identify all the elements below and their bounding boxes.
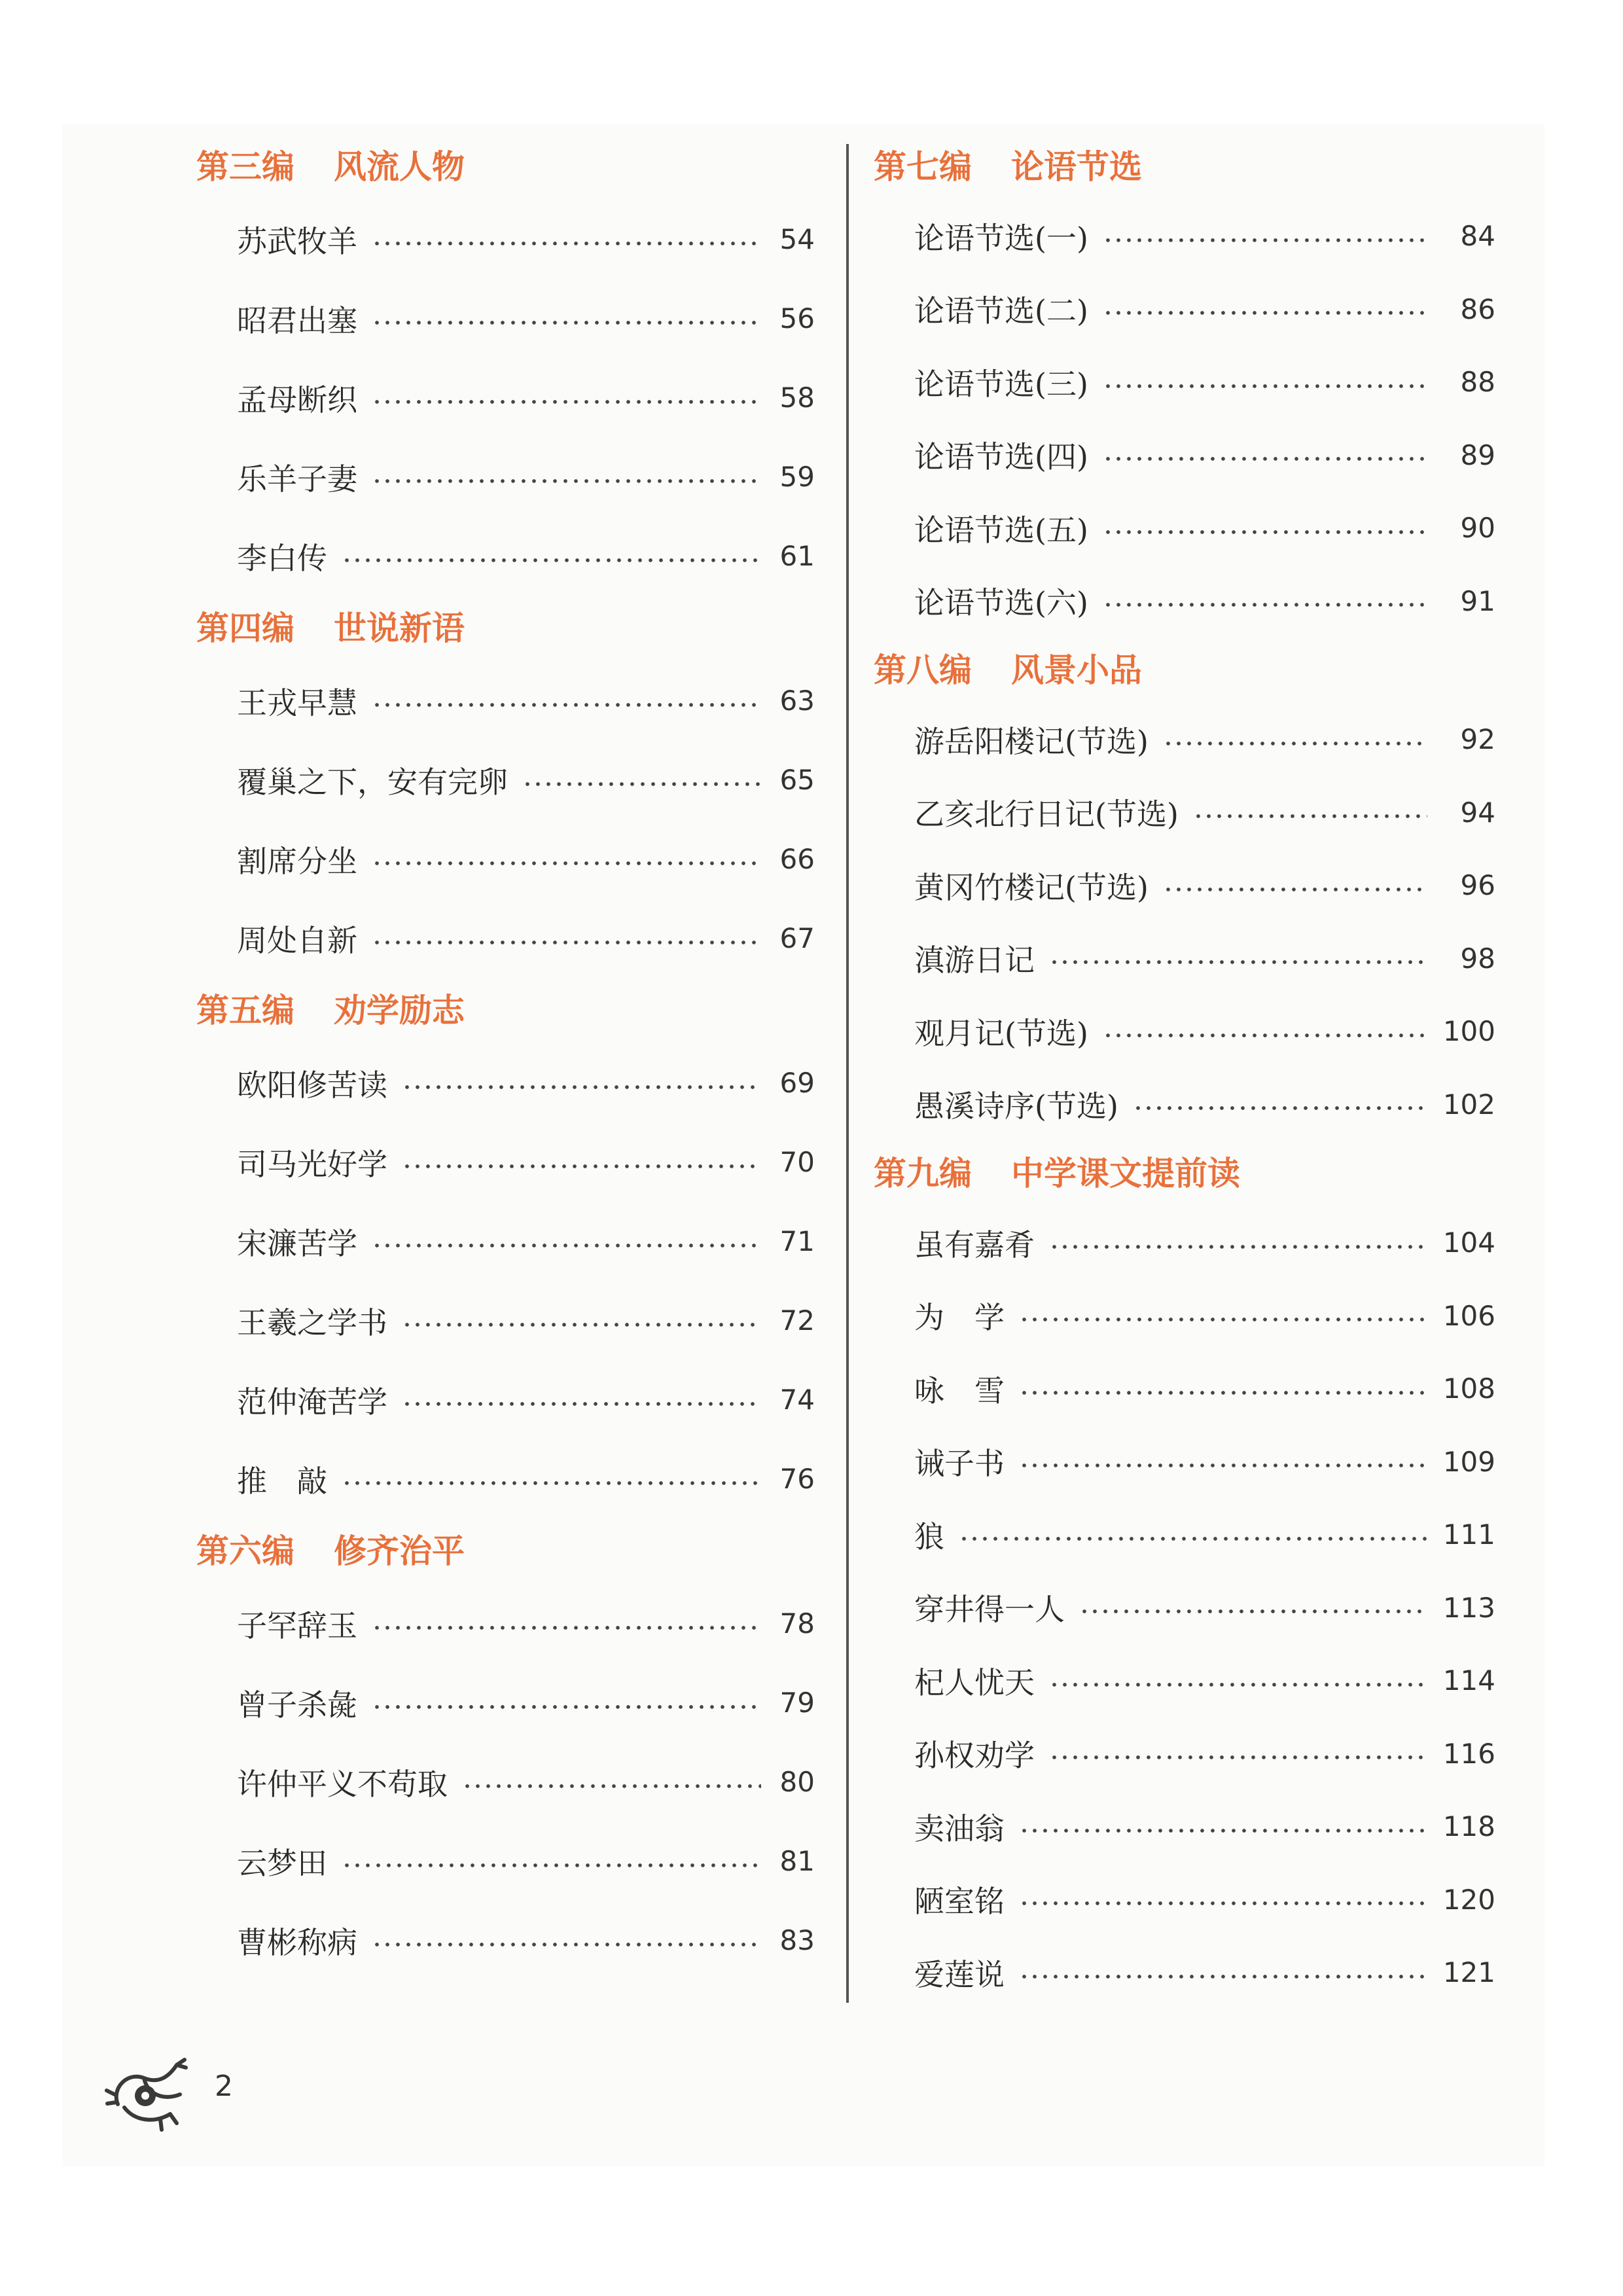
entry-title: 论语节选(三): [914, 366, 1088, 402]
entry-title: 卖油翁: [914, 1810, 1005, 1846]
entry-title: 推 敲: [237, 1463, 327, 1499]
dot-leader: [372, 478, 761, 484]
toc-entry[interactable]: [874, 1352, 1495, 1426]
dot-leader: [522, 781, 761, 787]
section-heading: [874, 134, 1495, 200]
section-title: 世说新语: [334, 609, 465, 647]
toc-entry[interactable]: [196, 200, 815, 279]
entry-title: 子罕辞玉: [237, 1607, 357, 1643]
entry-title: 欧阳修苦读: [237, 1067, 387, 1103]
toc-entry[interactable]: [196, 279, 815, 358]
dot-leader: [1163, 887, 1427, 892]
dot-leader: [372, 702, 761, 708]
entry-page-number: 81: [779, 1845, 815, 1877]
toc-entry[interactable]: [196, 740, 815, 819]
dragon-emblem-icon: [98, 2042, 196, 2140]
entry-page-number: 116: [1442, 1737, 1495, 1770]
entry-title: 论语节选(一): [914, 220, 1088, 256]
toc-entry[interactable]: [196, 661, 815, 740]
dot-leader: [372, 940, 761, 945]
dot-leader: [1133, 1105, 1427, 1111]
entry-title: 割席分坐: [237, 843, 357, 879]
entry-page-number: 96: [1460, 869, 1495, 902]
toc-entry[interactable]: [874, 492, 1495, 565]
section-heading: [196, 134, 815, 200]
entry-page-number: 69: [779, 1067, 815, 1099]
toc-entry[interactable]: [874, 1426, 1495, 1499]
toc-entry[interactable]: [196, 437, 815, 516]
section-heading: [196, 1518, 815, 1584]
toc-entry[interactable]: [874, 1571, 1495, 1645]
entry-title: 许仲平义不苟取: [237, 1766, 448, 1802]
toc-entry[interactable]: [196, 1202, 815, 1281]
entry-page-number: 84: [1460, 220, 1495, 253]
dot-leader: [402, 1164, 761, 1169]
entry-page-number: 92: [1460, 723, 1495, 756]
toc-entry[interactable]: [196, 1281, 815, 1360]
entry-title: 为 学: [914, 1300, 1005, 1336]
entry-title: 杞人忧天: [914, 1664, 1035, 1700]
dot-leader: [1019, 1901, 1427, 1906]
entry-page-number: 114: [1442, 1664, 1495, 1697]
dot-leader: [342, 1480, 761, 1486]
toc-entry[interactable]: [874, 922, 1495, 996]
toc-entry[interactable]: [874, 1280, 1495, 1353]
toc-entry[interactable]: [874, 200, 1495, 273]
section-number: 第七编: [874, 147, 972, 186]
dot-leader: [1193, 814, 1427, 819]
entry-title: 李白传: [237, 540, 327, 576]
dot-leader: [372, 1704, 761, 1710]
entry-page-number: 83: [779, 1924, 815, 1956]
entry-title: 王戎早慧: [237, 685, 357, 721]
entry-page-number: 71: [779, 1225, 815, 1257]
toc-entry[interactable]: [874, 703, 1495, 776]
toc-entry[interactable]: [196, 516, 815, 596]
dot-leader: [1049, 1244, 1427, 1249]
toc-entry[interactable]: [196, 1663, 815, 1742]
entry-title: 范仲淹苦学: [237, 1384, 387, 1420]
dot-leader: [1079, 1609, 1427, 1614]
entry-page-number: 72: [779, 1304, 815, 1336]
toc-entry[interactable]: [196, 1122, 815, 1202]
dot-leader: [372, 1243, 761, 1248]
toc-right-column: [874, 134, 1495, 2009]
section-title: 风流人物: [334, 147, 465, 186]
dot-leader: [372, 861, 761, 866]
page-number: 2: [215, 2070, 233, 2103]
toc-entry[interactable]: [874, 995, 1495, 1068]
dot-leader: [372, 320, 761, 325]
entry-title: 咏 雪: [914, 1372, 1005, 1408]
toc-entry[interactable]: [196, 1742, 815, 1821]
section-title: 风景小品: [1011, 651, 1142, 689]
page-footer: [98, 2042, 294, 2140]
entry-title: 愚溪诗序(节选): [914, 1088, 1118, 1124]
toc-entry[interactable]: [874, 419, 1495, 492]
entry-title: 狼: [914, 1518, 944, 1554]
entry-title: 乙亥北行日记(节选): [914, 797, 1179, 833]
dot-leader: [1103, 456, 1427, 461]
entry-title: 宋濂苦学: [237, 1225, 357, 1261]
entry-title: 周处自新: [237, 922, 357, 958]
toc-entry[interactable]: [874, 1717, 1495, 1791]
entry-page-number: 58: [779, 382, 815, 414]
section-number: 第三编: [196, 147, 294, 186]
entry-page-number: 98: [1460, 942, 1495, 975]
entry-title: 乐羊子妻: [237, 461, 357, 497]
dot-leader: [1103, 1033, 1427, 1038]
dot-leader: [462, 1784, 761, 1789]
dot-leader: [1049, 1682, 1427, 1687]
dot-leader: [1049, 960, 1427, 965]
entry-title: 黄冈竹楼记(节选): [914, 869, 1149, 905]
dot-leader: [372, 241, 761, 246]
entry-title: 覆巢之下，安有完卵: [237, 764, 508, 800]
toc-entry[interactable]: [196, 1043, 815, 1122]
entry-title: 陋室铭: [914, 1884, 1005, 1920]
entry-title: 云梦田: [237, 1845, 327, 1881]
entry-page-number: 100: [1442, 1015, 1495, 1048]
dot-leader: [1103, 238, 1427, 243]
toc-entry[interactable]: [874, 565, 1495, 638]
section-number: 第四编: [196, 609, 294, 647]
section-heading: [874, 1141, 1495, 1206]
dot-leader: [372, 1942, 761, 1947]
entry-title: 观月记(节选): [914, 1015, 1088, 1051]
dot-leader: [342, 1863, 761, 1868]
dot-leader: [372, 1625, 761, 1630]
toc-entry[interactable]: [874, 1644, 1495, 1717]
entry-title: 虽有嘉肴: [914, 1227, 1035, 1263]
entry-title: 穿井得一人: [914, 1592, 1065, 1628]
entry-page-number: 106: [1442, 1299, 1495, 1332]
entry-page-number: 104: [1442, 1227, 1495, 1259]
section-title: 修齐治平: [334, 1532, 465, 1570]
section-number: 第九编: [874, 1154, 972, 1193]
toc-entry[interactable]: [196, 1439, 815, 1518]
entry-page-number: 66: [779, 843, 815, 875]
entry-title: 爱莲说: [914, 1956, 1005, 1992]
entry-page-number: 80: [779, 1766, 815, 1798]
toc-entry[interactable]: [196, 1584, 815, 1663]
entry-title: 昭君出塞: [237, 302, 357, 338]
dot-leader: [1019, 1390, 1427, 1395]
entry-page-number: 78: [779, 1607, 815, 1640]
entry-title: 论语节选(五): [914, 512, 1088, 548]
toc-entry[interactable]: [874, 1936, 1495, 2009]
dot-leader: [1103, 384, 1427, 389]
dot-leader: [959, 1536, 1427, 1541]
toc-entry[interactable]: [874, 1790, 1495, 1863]
section-number: 第五编: [196, 991, 294, 1030]
dot-leader: [1103, 529, 1427, 535]
dot-leader: [402, 1401, 761, 1407]
dot-leader: [1163, 741, 1427, 746]
entry-page-number: 102: [1442, 1088, 1495, 1121]
section-number: 第八编: [874, 651, 972, 689]
entry-page-number: 111: [1442, 1518, 1495, 1551]
section-title: 中学课文提前读: [1011, 1154, 1240, 1193]
entry-title: 论语节选(四): [914, 439, 1088, 475]
toc-left-column: [196, 134, 815, 1980]
column-divider: [846, 144, 849, 2003]
toc-entry[interactable]: [874, 346, 1495, 419]
entry-page-number: 54: [779, 223, 815, 255]
dot-leader: [1019, 1463, 1427, 1468]
entry-page-number: 120: [1442, 1883, 1495, 1916]
entry-page-number: 59: [779, 461, 815, 493]
entry-page-number: 63: [779, 685, 815, 717]
entry-title: 滇游日记: [914, 942, 1035, 978]
toc-entry[interactable]: [196, 358, 815, 437]
toc-entry[interactable]: [196, 819, 815, 899]
entry-title: 论语节选(二): [914, 293, 1088, 329]
entry-page-number: 79: [779, 1687, 815, 1719]
entry-page-number: 65: [779, 764, 815, 796]
entry-title: 孙权劝学: [914, 1738, 1035, 1774]
section-heading: [874, 637, 1495, 703]
entry-title: 王羲之学书: [237, 1304, 387, 1340]
entry-page-number: 118: [1442, 1810, 1495, 1843]
toc-entry[interactable]: [196, 899, 815, 978]
entry-title: 孟母断织: [237, 382, 357, 418]
entry-page-number: 94: [1460, 796, 1495, 829]
dot-leader: [1049, 1755, 1427, 1760]
toc-entry[interactable]: [196, 1901, 815, 1980]
entry-page-number: 74: [779, 1384, 815, 1416]
entry-page-number: 76: [779, 1463, 815, 1495]
dot-leader: [1103, 310, 1427, 315]
dot-leader: [1103, 602, 1427, 607]
dot-leader: [342, 558, 761, 563]
entry-title: 司马光好学: [237, 1146, 387, 1182]
toc-entry[interactable]: [874, 849, 1495, 922]
entry-page-number: 91: [1460, 584, 1495, 617]
toc-entry[interactable]: [874, 273, 1495, 346]
toc-entry[interactable]: [874, 776, 1495, 850]
toc-entry[interactable]: [874, 1498, 1495, 1571]
section-number: 第六编: [196, 1532, 294, 1570]
dot-leader: [1019, 1974, 1427, 1979]
dot-leader: [402, 1085, 761, 1090]
entry-page-number: 86: [1460, 293, 1495, 325]
section-heading: [196, 978, 815, 1043]
section-title: 论语节选: [1011, 147, 1142, 186]
entry-page-number: 89: [1460, 439, 1495, 471]
entry-page-number: 109: [1442, 1445, 1495, 1478]
entry-title: 苏武牧羊: [237, 223, 357, 259]
entry-title: 诫子书: [914, 1446, 1005, 1482]
entry-title: 游岳阳楼记(节选): [914, 723, 1149, 759]
dot-leader: [1019, 1317, 1427, 1322]
entry-page-number: 56: [779, 302, 815, 334]
entry-page-number: 67: [779, 922, 815, 954]
entry-title: 曹彬称病: [237, 1924, 357, 1960]
entry-page-number: 90: [1460, 512, 1495, 545]
entry-page-number: 70: [779, 1146, 815, 1178]
dot-leader: [402, 1322, 761, 1327]
section-heading: [196, 596, 815, 661]
toc-entry[interactable]: [874, 1068, 1495, 1141]
dot-leader: [372, 399, 761, 404]
entry-page-number: 108: [1442, 1372, 1495, 1405]
dot-leader: [1019, 1828, 1427, 1833]
entry-title: 论语节选(六): [914, 585, 1088, 621]
entry-page-number: 88: [1460, 366, 1495, 399]
entry-page-number: 121: [1442, 1956, 1495, 1989]
entry-title: 曾子杀彘: [237, 1687, 357, 1723]
entry-page-number: 61: [779, 540, 815, 572]
toc-entry[interactable]: [196, 1821, 815, 1901]
toc-entry[interactable]: [196, 1360, 815, 1439]
entry-page-number: 113: [1442, 1591, 1495, 1624]
toc-entry[interactable]: [874, 1863, 1495, 1937]
section-title: 劝学励志: [334, 991, 465, 1030]
toc-entry[interactable]: [874, 1206, 1495, 1280]
